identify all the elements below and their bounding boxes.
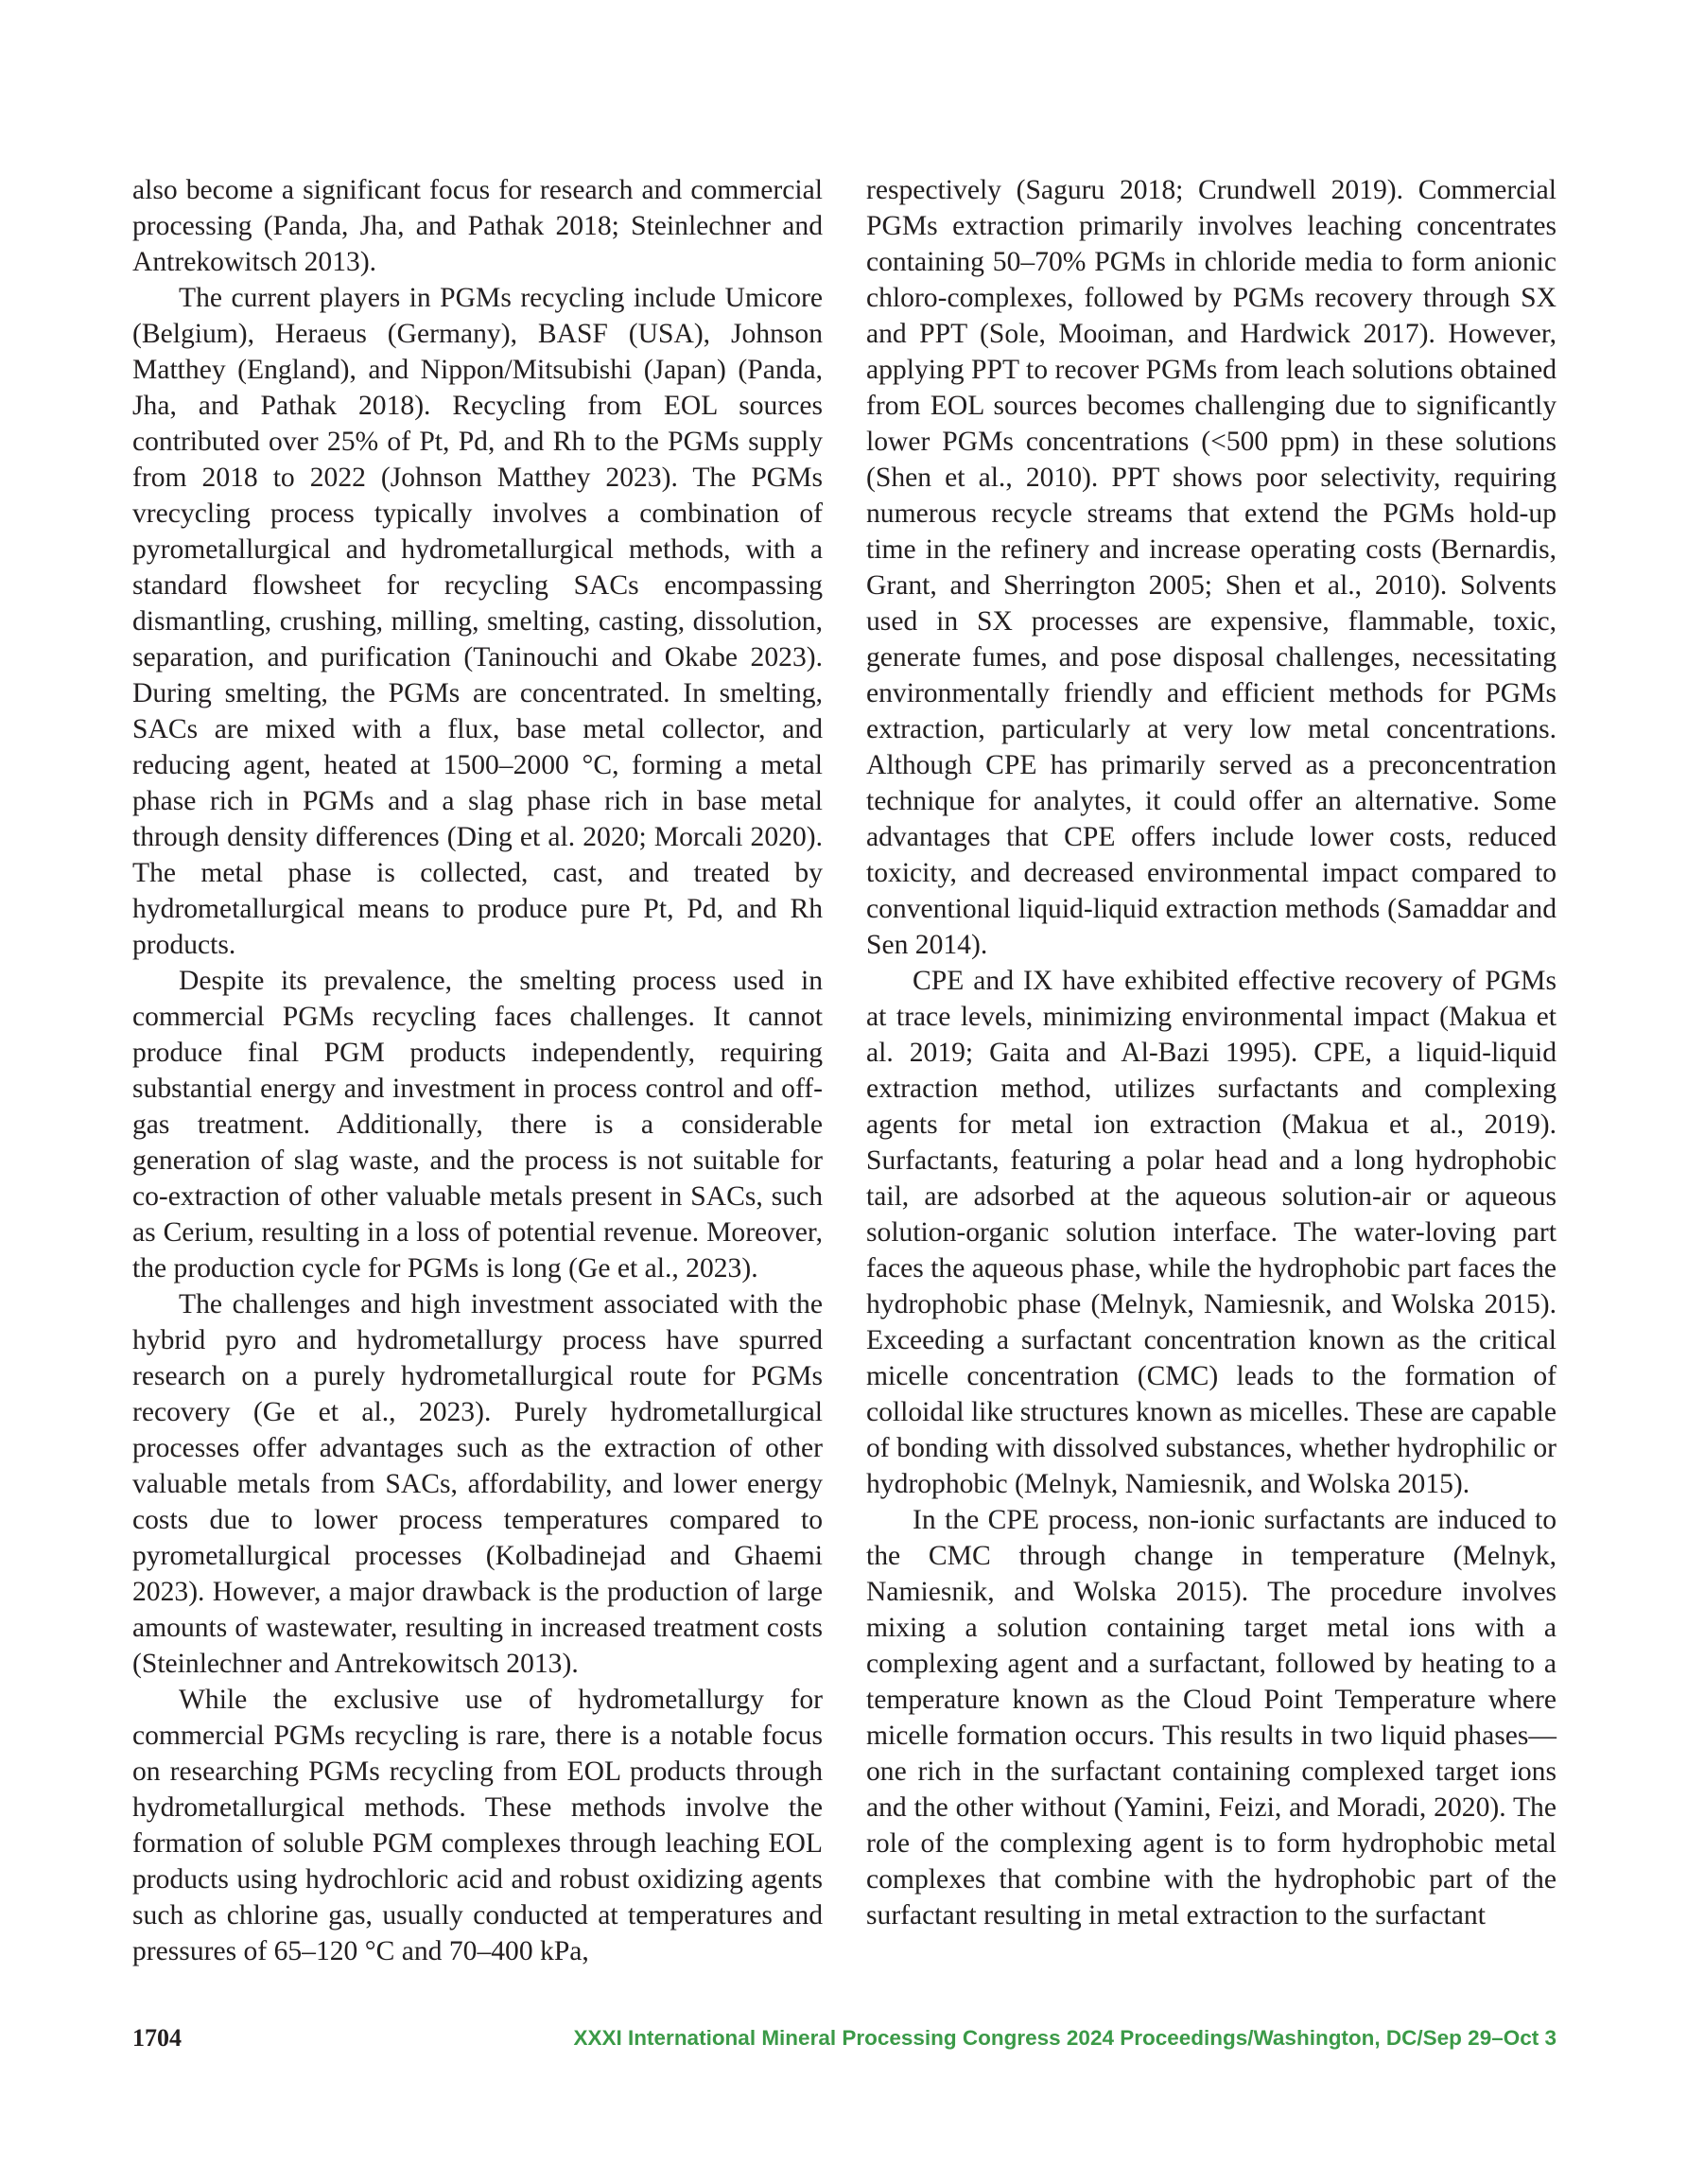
paragraph: In the CPE process, non-ionic surfactants are induced to the CMC through change in temperature (Melnyk, Namiesnik, and Wolska 2015). The procedure involves mixing a solution containing target metal ions with a complexing agent and a surfactant, followed by heating to a temperature known as the Cloud Point Temperature where micelle formation occurs. This results in two liquid phases—one rich in the surfactant containing complexed target ions and the other without (Yamini, Feizi, and Moradi, 2020). The role of the complexing agent is to form hydrophobic metal complexes that combine with the hydrophobic part of the surfactant resulting in metal extraction to the surfactant xyxy=(866,1505,1557,1931)
paragraph: Despite its prevalence, the smelting process used in commercial PGMs recycling faces challenges. It cannot produce final PGM products independently, requiring substantial energy and investment in process control and off-gas treatment. Additionally, there is a considerable generation of slag waste, and the process is not suitable for co-extraction of other valuable metals present in SACs, such as Cerium, resulting in a loss of potential revenue. Moreover, the production cycle for PGMs is long (Ge et al., 2023). xyxy=(132,966,823,1284)
paragraph: While the exclusive use of hydrometallurgy for commercial PGMs recycling is rare, there is a notable focus on researching PGMs recycling from EOL products through hydrometallurgical methods. These methods involve the formation of soluble PGM complexes through leaching EOL products using hydrochloric acid and robust oxidizing agents such as chlorine gas, usually conducted at temperatures and pressures of 65–120 °C and 70–400 kPa, xyxy=(132,1685,823,1966)
paragraph: CPE and IX have exhibited effective recovery of PGMs at trace levels, minimizing environmental impact (Makua et al. 2019; Gaita and Al-Bazi 1995). CPE, a liquid-liquid extraction method, utilizes surfactants and complexing agents for metal ion extraction (Makua et al., 2019). Surfactants, featuring a polar head and a long hydrophobic tail, are adsorbed at the aqueous solution-air or aqueous solution-organic solution interface. The water-loving part faces the aqueous phase, while the hydrophobic part faces the hydrophobic phase (Melnyk, Namiesnik, and Wolska 2015). Exceeding a surfactant concentration known as the critical micelle concentration (CMC) leads to the formation of colloidal like structures known as micelles. These are capable of bonding with dissolved substances, whether hydrophilic or hydrophobic (Melnyk, Namiesnik, and Wolska 2015). xyxy=(866,966,1557,1499)
right-column xyxy=(866,172,1557,1933)
running-footer-title: XXXI International Mineral Processing Congress 2024 Proceedings/Washington, DC/Sep 29–Oct 3 xyxy=(573,2026,1557,2050)
left-column xyxy=(132,172,823,1969)
page-footer xyxy=(132,2024,1557,2062)
paragraph: The current players in PGMs recycling include Umicore (Belgium), Heraeus (Germany), BASF (USA), Johnson Matthey (England), and Nippon/Mitsubishi (Japan) (Panda, Jha, and Pathak 2018). Recycling from EOL sources contributed over 25% of Pt, Pd, and Rh to the PGMs supply from 2018 to 2022 (Johnson Matthey 2023). The PGMs vrecycling process typically involves a combination of pyrometallurgical and hydrometallurgical methods, with a standard flowsheet for recycling SACs encompassing dismantling, crushing, milling, smelting, casting, dissolution, separation, and purification (Taninouchi and Okabe 2023). During smelting, the PGMs are concentrated. In smelting, SACs are mixed with a flux, base metal collector, and reducing agent, heated at 1500–2000 °C, forming a metal phase rich in PGMs and a slag phase rich in base metal through density differences (Ding et al. 2020; Morcali 2020). The metal phase is collected, cast, and treated by hydrometallurgical means to produce pure Pt, Pd, and Rh products. xyxy=(132,283,823,960)
page-number: 1704 xyxy=(132,2024,182,2052)
paragraph: also become a significant focus for research and commercial processing (Panda, Jha, and Pathak 2018; Steinlechner and Antrekowitsch 2013). xyxy=(132,175,823,277)
paragraph: respectively (Saguru 2018; Crundwell 2019). Commercial PGMs extraction primarily involves leaching concentrates containing 50–70% PGMs in chloride media to form anionic chloro-complexes, followed by PGMs recovery through SX and PPT (Sole, Mooiman, and Hardwick 2017). However, applying PPT to recover PGMs from leach solutions obtained from EOL sources becomes challenging due to significantly lower PGMs concentrations (<500 ppm) in these solutions (Shen et al., 2010). PPT shows poor selectivity, requiring numerous recycle streams that extend the PGMs hold-up time in the refinery and increase operating costs (Bernardis, Grant, and Sherrington 2005; Shen et al., 2010). Solvents used in SX processes are expensive, flammable, toxic, generate fumes, and pose disposal challenges, necessitating environmentally friendly and efficient methods for PGMs extraction, particularly at very low metal concentrations. Although CPE has primarily served as a preconcentration technique for analytes, it could offer an alternative. Some advantages that CPE offers include lower costs, reduced toxicity, and decreased environmental impact compared to conventional liquid-liquid extraction methods (Samaddar and Sen 2014). xyxy=(866,175,1557,960)
paragraph: The challenges and high investment associated with the hybrid pyro and hydrometallurgy process have spurred research on a purely hydrometallurgical route for PGMs recovery (Ge et al., 2023). Purely hydrometallurgical processes offer advantages such as the extraction of other valuable metals from SACs, affordability, and lower energy costs due to lower process temperatures compared to pyrometallurgical processes (Kolbadinejad and Ghaemi 2023). However, a major drawback is the production of large amounts of wastewater, resulting in increased treatment costs (Steinlechner and Antrekowitsch 2013). xyxy=(132,1289,823,1679)
